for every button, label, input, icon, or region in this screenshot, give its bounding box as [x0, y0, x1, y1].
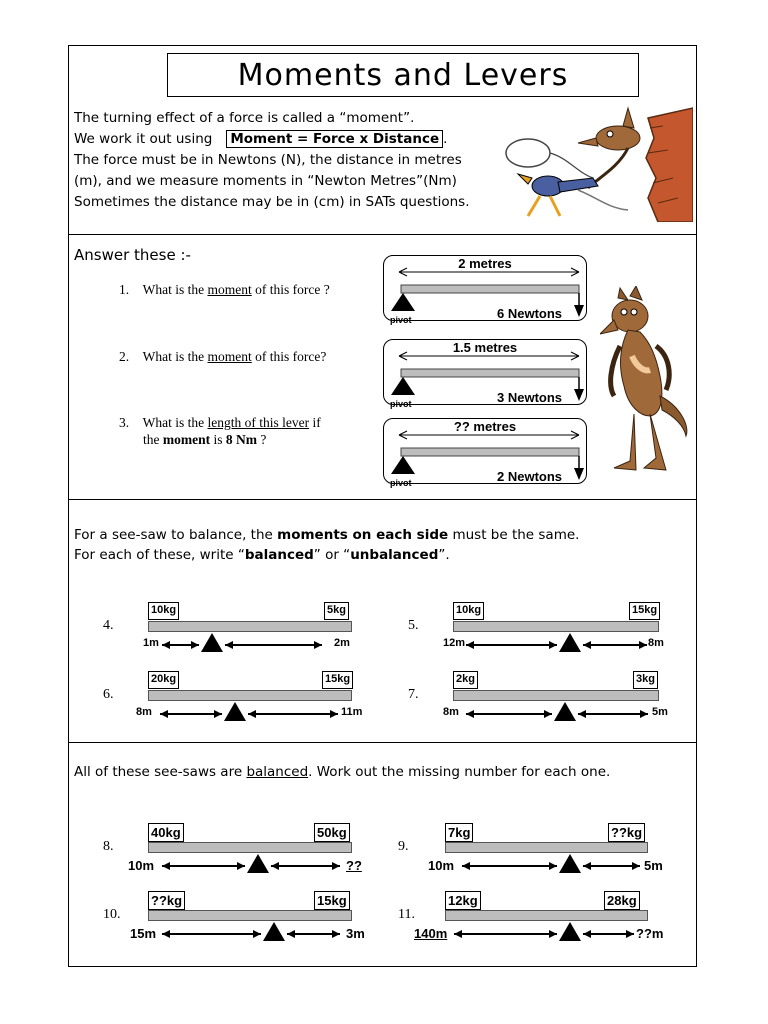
force-arrow-head [574, 305, 584, 317]
seesaw-left-distance: 8m [443, 706, 459, 718]
seesaw-left-weight: 7kg [445, 823, 473, 842]
question-text: What is the [142, 415, 208, 430]
seesaw-number: 8. [103, 839, 114, 854]
instruction-text: ”. [438, 547, 450, 563]
question-underline: moment [207, 349, 252, 364]
question-number: 1. [119, 282, 130, 297]
seesaw-left-distance: 140m [414, 926, 448, 941]
formula-box: Moment = Force x Distance [226, 130, 443, 148]
seesaw-pivot [201, 633, 223, 652]
seesaw-pivot [263, 922, 285, 941]
seesaw-left-weight: ??kg [148, 891, 185, 910]
seesaw-right-weight: 5kg [324, 602, 349, 620]
section-divider-2 [69, 499, 696, 500]
seesaw-left-distance: 10m [428, 858, 455, 873]
question-underline: length of this lever [207, 415, 310, 430]
seesaw-left-distance: 15m [130, 926, 157, 941]
seesaw-left-weight: 10kg [148, 602, 179, 620]
seesaw-number: 7. [408, 687, 419, 702]
question-bold: 8 Nm [225, 432, 258, 447]
instruction-bold: moments on each side [277, 527, 449, 543]
section-divider-1 [69, 234, 696, 235]
question-number: 2. [119, 349, 130, 364]
seesaw-right-distance: 2m [334, 637, 350, 649]
lever-distance-label: 1.5 metres [452, 340, 518, 355]
lever-force-label: 6 Newtons [497, 306, 563, 321]
lever-beam [401, 285, 579, 293]
pivot-triangle [391, 456, 415, 474]
seesaw-number: 9. [398, 839, 409, 854]
instruction-text: All of these see-saws are [74, 764, 247, 780]
lever-force-label: 3 Newtons [497, 390, 563, 405]
seesaw-beam [453, 621, 659, 632]
lever-beam [401, 448, 579, 456]
force-arrow-head [574, 468, 584, 480]
seesaw-number: 11. [398, 907, 415, 922]
cartoon-cliff-illustration [498, 98, 693, 222]
lever-distance-label: ?? metres [453, 419, 517, 434]
seesaw-pivot [559, 633, 581, 652]
seesaw-right-distance: ?? [346, 858, 362, 873]
missing-instruction [74, 764, 610, 780]
seesaw-right-distance: 8m [648, 637, 664, 649]
seesaw-right-weight: 15kg [629, 602, 660, 620]
intro-line-2-suffix: . [443, 131, 448, 147]
lever-beam [401, 369, 579, 377]
seesaw-left-weight: 12kg [445, 891, 481, 910]
seesaw-beam [148, 842, 352, 853]
instruction-text: must be the same. [448, 527, 580, 543]
instruction-text: ” or “ [313, 547, 351, 563]
lever-question-3-line-2 [143, 432, 266, 448]
seesaw-pivot [247, 854, 269, 873]
lever-force-label: 2 Newtons [497, 469, 563, 484]
seesaw-right-weight: 50kg [314, 823, 350, 842]
coyote-standing-illustration [600, 286, 692, 478]
pivot-triangle [391, 377, 415, 395]
seesaw-left-weight: 2kg [453, 671, 478, 689]
intro-line-2-prefix: We work it out using [74, 131, 213, 147]
question-text: of this force ? [251, 282, 330, 297]
seesaw-beam [148, 621, 352, 632]
answer-heading: Answer these :- [74, 246, 191, 264]
lever-pivot-label: pivot [390, 315, 412, 325]
lever-question-1 [119, 282, 330, 298]
seesaw-beam [453, 690, 659, 701]
question-text: of this force? [251, 349, 327, 364]
question-text: if [309, 415, 321, 430]
section-divider-3 [69, 742, 696, 743]
intro-line-2 [74, 130, 447, 148]
title-text: Moments and Levers [237, 57, 569, 93]
seesaw-right-distance: 11m [341, 706, 363, 718]
instruction-text: . Work out the missing number for each one. [308, 764, 611, 780]
intro-line-4: (m), and we measure moments in “Newton Metres”(Nm) [74, 173, 457, 189]
question-text: What is the [142, 349, 208, 364]
seesaw-left-distance: 10m [128, 858, 155, 873]
seesaw-number: 6. [103, 687, 114, 702]
question-text: What is the [142, 282, 208, 297]
question-number: 3. [119, 415, 130, 430]
seesaw-right-weight: 15kg [322, 671, 353, 689]
seesaw-number: 5. [408, 618, 419, 633]
question-underline: moment [207, 282, 252, 297]
intro-line-5: Sometimes the distance may be in (cm) in SATs questions. [74, 194, 470, 210]
seesaw-left-distance: 1m [143, 637, 159, 649]
seesaw-left-distance: 12m [443, 637, 466, 649]
lever-pivot-label: pivot [390, 399, 412, 409]
seesaw-pivot [224, 702, 246, 721]
seesaw-left-weight: 40kg [148, 823, 184, 842]
instruction-bold: unbalanced [350, 547, 439, 563]
balance-instruction-1 [74, 527, 579, 543]
intro-line-3: The force must be in Newtons (N), the distance in metres [74, 152, 462, 168]
seesaw-left-weight: 10kg [453, 602, 484, 620]
question-text: ? [257, 432, 267, 447]
seesaw-right-weight: 15kg [314, 891, 350, 910]
seesaw-right-weight: ??kg [608, 823, 645, 842]
seesaw-beam [445, 842, 648, 853]
question-text: is [210, 432, 226, 447]
seesaw-beam [148, 910, 352, 921]
instruction-text: For each of these, write “ [74, 547, 245, 563]
instruction-underline: balanced [246, 764, 309, 780]
instruction-bold: balanced [244, 547, 314, 563]
seesaw-right-weight: 28kg [604, 891, 640, 910]
lever-pivot-label: pivot [390, 478, 412, 488]
seesaw-pivot [559, 922, 581, 941]
seesaw-pivot [554, 702, 576, 721]
balance-instruction-2 [74, 547, 450, 563]
seesaw-left-distance: 8m [136, 706, 152, 718]
page-title [167, 53, 639, 97]
seesaw-beam [445, 910, 648, 921]
question-bold: moment [162, 432, 211, 447]
seesaw-beam [148, 690, 352, 701]
seesaw-right-distance: 5m [652, 706, 668, 718]
lever-question-2 [119, 349, 326, 365]
question-text: the [143, 432, 163, 447]
seesaw-pivot [559, 854, 581, 873]
pivot-triangle [391, 293, 415, 311]
force-arrow-head [574, 389, 584, 401]
seesaw-right-distance: 3m [346, 926, 365, 941]
seesaw-right-distance: ??m [636, 926, 664, 941]
lever-distance-label: 2 metres [458, 256, 512, 271]
intro-line-1: The turning effect of a force is called a “moment”. [74, 110, 415, 126]
seesaw-number: 10. [103, 907, 121, 922]
instruction-text: For a see-saw to balance, the [74, 527, 278, 543]
seesaw-right-weight: 3kg [633, 671, 658, 689]
seesaw-number: 4. [103, 618, 114, 633]
seesaw-left-weight: 20kg [148, 671, 179, 689]
seesaw-right-distance: 5m [644, 858, 663, 873]
lever-question-3 [119, 415, 321, 431]
